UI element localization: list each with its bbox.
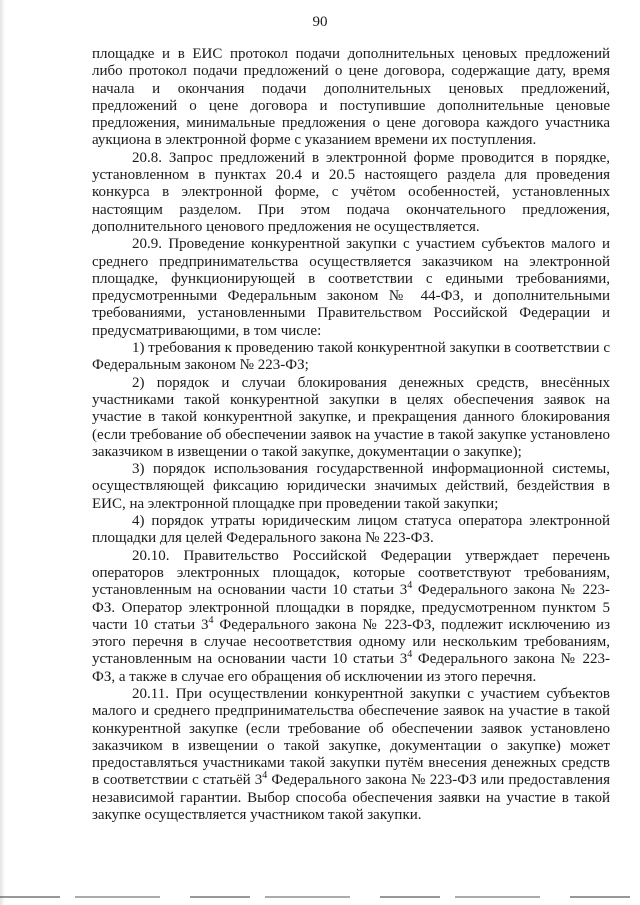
p2010-sup-3: 4 xyxy=(407,649,413,661)
p2010-text-b: Федерального закона № 223-ФЗ. Оператор электронной площадки в порядке, предусмотренном пунктом 5 части 10 статьи 3 xyxy=(92,582,610,633)
scan-bottom-rule xyxy=(0,896,640,898)
p2011-text-a: 20.11. При осуществлении конкурентной закупки с участием субъектов малого и среднего предпринимательства обеспечение заявок на участие в такой конкурентной закупке (если требование об обеспечении заявок установлено заказчиком в извещении о такой закупке, документации о закупке) может предоставляться участниками такой закупки путём внесения денежных средств в соответствии с статьёй 3 xyxy=(92,685,610,789)
scan-edge-shadow xyxy=(0,0,5,905)
paragraph-20-9: 20.9. Проведение конкурентной закупки с участием субъектов малого и среднего предпринимательства осуществляется заказчиком на электронной площадке, функционирующей в соответствии с едиными требованиями, предусмотренными Федеральным законом № 44-ФЗ, и дополнительными требованиями, установленными Правительством Российской Федерации и предусматривающими, в том числе: xyxy=(92,236,610,339)
paragraph-20-10 xyxy=(92,548,610,686)
list-item-1: 1) требования к проведению такой конкурентной закупки в соответствии с Федеральным законом № 223-ФЗ; xyxy=(92,340,610,374)
list-item-3: 3) порядок использования государственной информационной системы, осуществляющей фиксацию юридически значимых действий, бездействия в ЕИС, на электронной площадке при проведении такой закупки; xyxy=(92,461,610,512)
list-item-2: 2) порядок и случаи блокирования денежных средств, внесённых участниками такой конкурентной закупки в целях обеспечения заявок на участие в такой конкурентной закупке, и прекращения данного блокирования (если требование об обеспечении заявок на участие в такой закупке установлено заказчиком в извещении о такой закупке, документации о закупке); xyxy=(92,374,610,460)
p2010-sup-2: 4 xyxy=(208,614,214,626)
p2010-text-d: Федерального закона № 223-ФЗ, а также в случае его обращения об исключении из этого перечня. xyxy=(92,651,610,685)
paragraph-continuation: площадке и в ЕИС протокол подачи дополнительных ценовых предложений либо протокол подачи предложений о цене договора, содержащие дату, время начала и окончания подачи дополнительных ценовых предложений, предложений о цене договора и поступившие дополнительные ценовые предложения, минимальные предложения о цене договора каждого участника аукциона в электронной форме с указанием времени их поступления. xyxy=(92,46,610,149)
document-body xyxy=(92,46,610,824)
p2010-text-c: Федерального закона № 223-ФЗ, подлежит исключению из этого перечня в случае несоответствия одному или нескольким требованиям, установленным на основании части 10 статьи 3 xyxy=(92,616,611,668)
p2010-sup-1: 4 xyxy=(407,580,413,592)
paragraph-20-8: 20.8. Запрос предложений в электронной форме проводится в порядке, установленном в пунктах 20.4 и 20.5 настоящего раздела для проведения конкурса в электронной форме, с учётом особенностей, установленных настоящим разделом. При этом подача окончательного предложения, дополнительного ценового предложения не осуществляется. xyxy=(92,149,610,235)
paragraph-20-11 xyxy=(92,686,610,824)
p2010-text-a: 20.10. Правительство Российской Федерации утверждает перечень операторов электронных площадок, которые соответствуют требованиям, установленным на основании части 10 статьи 3 xyxy=(92,547,610,599)
p2011-text-b: Федерального закона № 223-ФЗ или предоставления независимой гарантии. Выбор способа обеспечения заявки на участие в такой закупке осуществляется участником такой закупки. xyxy=(92,772,610,824)
p2011-sup-1: 4 xyxy=(262,770,268,782)
list-item-4: 4) порядок утраты юридическим лицом статуса оператора электронной площадки для целей Федерального закона № 223-ФЗ. xyxy=(92,513,610,547)
page-number: 90 xyxy=(312,14,328,30)
